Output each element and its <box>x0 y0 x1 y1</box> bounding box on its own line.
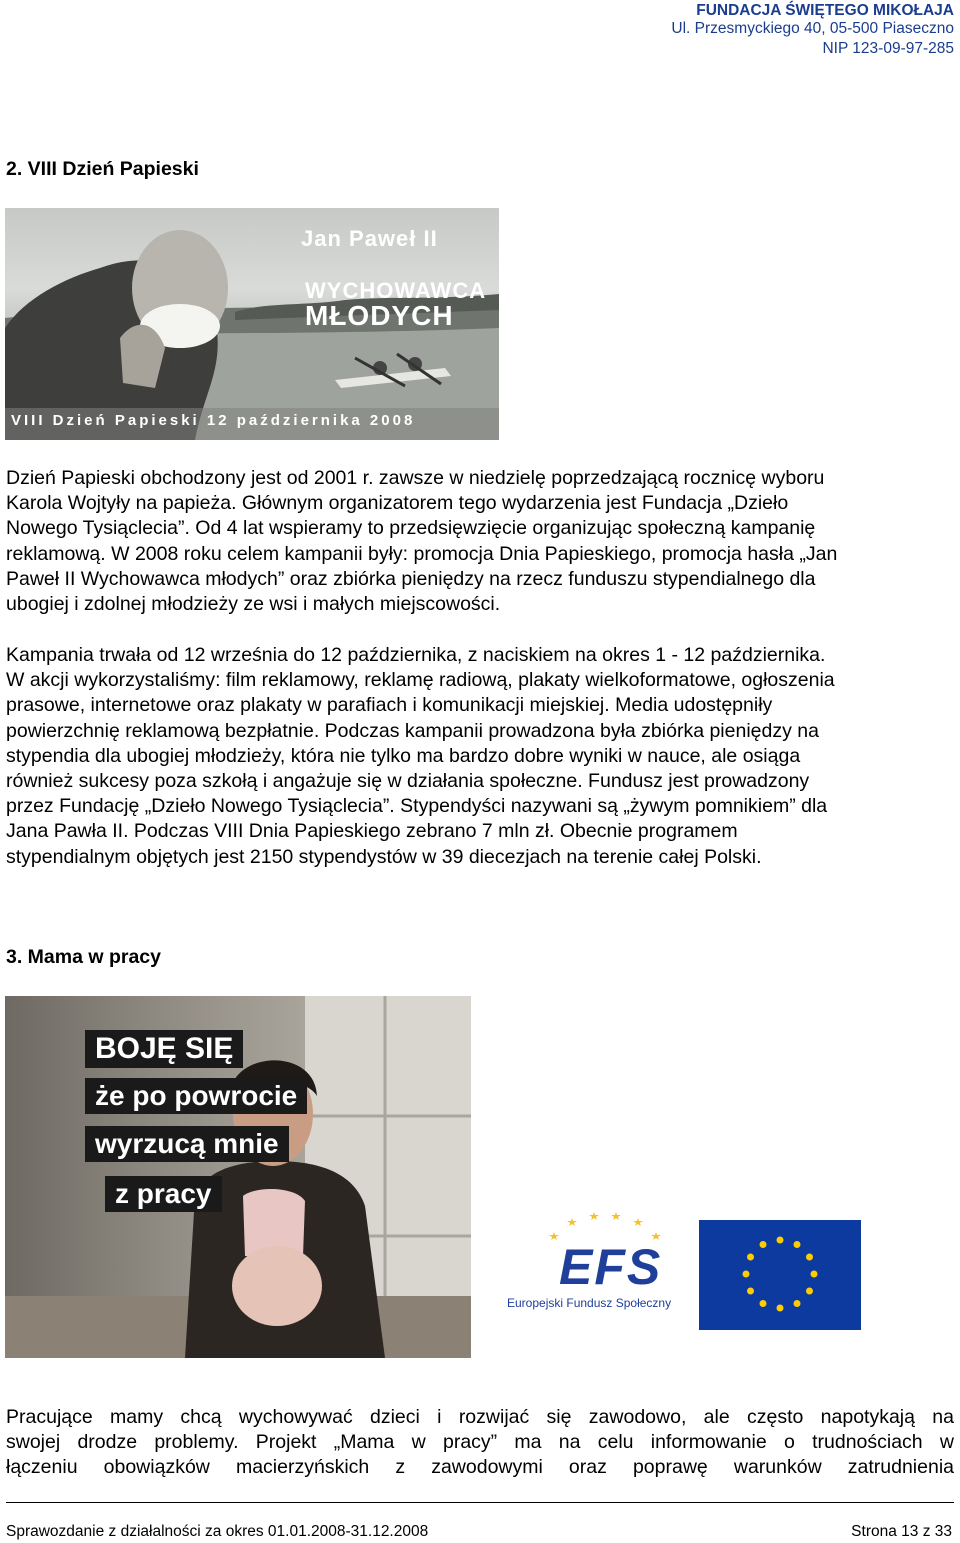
efs-logo <box>503 1210 691 1330</box>
text-line: powierzchnię reklamową bezpłatnie. Podczas kampanii prowadzona była zbiórka pieniędzy na <box>6 719 819 742</box>
text-line: Kampania trwała od 12 września do 12 października, z naciskiem na okres 1 - 12 października. <box>6 644 826 666</box>
text-line: przez Fundację „Dzieło Nowego Tysiąclecia”. Stypendyści nazywani są „żywym pomnikiem” dla <box>6 795 828 818</box>
text-line: stypendialnym objętych jest 2150 stypendystów w 39 diecezjach na terenie całej Polski. <box>6 845 762 868</box>
poster-title-name: Jan Paweł II <box>301 226 438 251</box>
text-line: W akcji wykorzystaliśmy: film reklamowy, reklamę radiową, plakaty wielkoformatowe, ogłoszenia <box>6 669 835 692</box>
footer-page-number: Strona 13 z 33 <box>851 1523 952 1540</box>
text-line: łączeniu obowiązków macierzyńskich z zawodowymi oraz poprawę warunków zatrudnienia <box>6 1456 954 1479</box>
poster-title-role: WYCHOWAWCA <box>305 278 487 303</box>
org-nip: NIP 123-09-97-285 <box>822 40 954 57</box>
efs-acronym: EFS <box>559 1239 663 1295</box>
text-line: Karola Wojtyły na papieża. Głównym organizatorem tego wydarzenia jest Fundacja „Dzieło <box>6 492 789 515</box>
text-line: Pracujące mamy chcą wychowywać dzieci i rozwijać się zawodowo, ale często napotykają na <box>6 1406 954 1428</box>
section-heading-mother-at-work: 3. Mama w pracy <box>6 946 161 968</box>
poster-line-from-work: z pracy <box>105 1176 222 1212</box>
poster-line-fear: BOJĘ SIĘ <box>85 1030 243 1068</box>
efs-full-name: Europejski Fundusz Społeczny <box>507 1296 672 1310</box>
org-address: Ul. Przesmyckiego 40, 05-500 Piaseczno <box>671 20 954 37</box>
text-line: swojej drodze problemy. Projekt „Mama w pracy” ma na celu informowanie o trudnościach w <box>6 1431 954 1454</box>
footer-divider <box>6 1502 954 1503</box>
poster-line-after-return: że po powrocie <box>85 1078 307 1114</box>
text-line: Nowego Tysiąclecia”. Od 4 lat wspieramy to przedsięwzięcie organizując społeczną kampanię <box>6 517 816 540</box>
text-line: również sukcesy poza szkołą i angażuje się w działania społeczne. Fundusz jest prowadzony <box>6 770 810 793</box>
paragraph-papal-day-campaign <box>6 643 954 870</box>
text-line: prasowe, internetowe oraz plakaty w parafiach i komunikacji miejskiej. Media udostępniły <box>6 694 773 717</box>
org-name: FUNDACJA ŚWIĘTEGO MIKOŁAJA <box>696 2 954 19</box>
papal-day-poster <box>5 208 499 440</box>
paragraph-papal-day-intro <box>6 466 954 617</box>
text-line: ubogiej i zdolnej młodzieży ze wsi i małych miejscowości. <box>6 593 501 616</box>
poster-line-fired: wyrzucą mnie <box>85 1126 289 1162</box>
section-heading-papal-day: 2. VIII Dzień Papieski <box>6 158 199 180</box>
text-line: stypendia dla ubogiej młodzieży, która nie tylko ma bardzo dobre wyniki w nauce, ale osiąga <box>6 744 801 767</box>
poster-title-young: MŁODYCH <box>305 300 454 331</box>
mother-at-work-poster <box>5 996 471 1358</box>
text-line: reklamową. W 2008 roku celem kampanii były: promocja Dnia Papieskiego, promocja hasła „Jan <box>6 542 838 565</box>
poster-caption: VIII Dzień Papieski 12 października 2008 <box>11 412 416 429</box>
footer-report-period: Sprawozdanie z działalności za okres 01.01.2008-31.12.2008 <box>6 1523 429 1540</box>
eu-flag <box>699 1220 861 1330</box>
text-line: Paweł II Wychowawca młodych” oraz zbiórka pieniędzy na rzecz funduszu stypendialnego dla <box>6 567 816 590</box>
paragraph-mother-at-work <box>6 1405 954 1481</box>
text-line: Jana Pawła II. Podczas VIII Dnia Papieskiego zebrano 7 mln zł. Obecnie programem <box>6 820 738 843</box>
text-line: Dzień Papieski obchodzony jest od 2001 r. zawsze w niedzielę poprzedzającą rocznicę wyboru <box>6 467 825 489</box>
eu-stars-icon <box>699 1220 861 1330</box>
